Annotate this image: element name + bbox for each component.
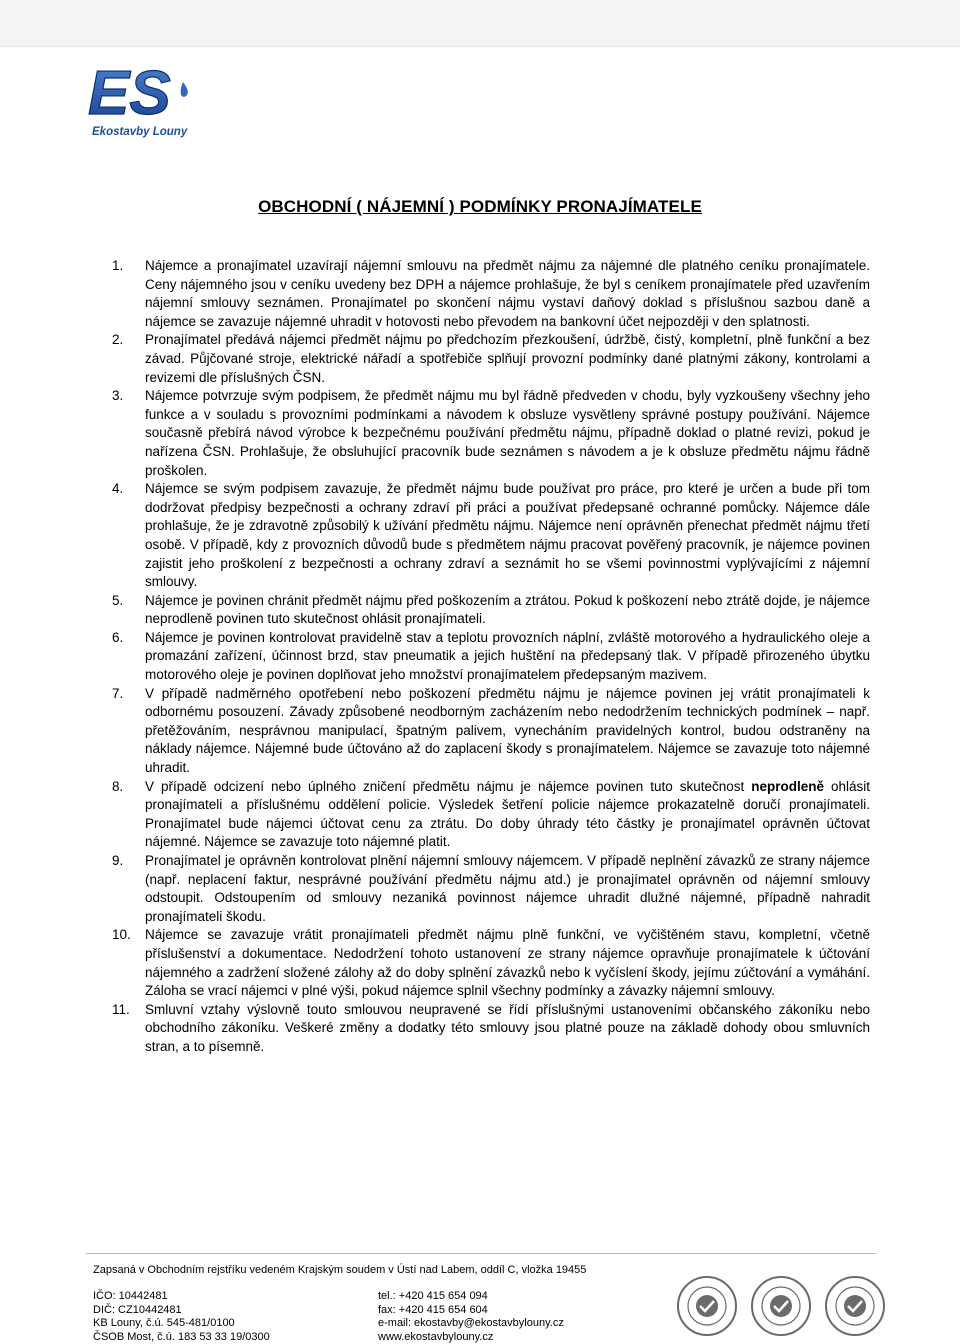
ohsas-18001-seal-icon <box>824 1275 886 1337</box>
term-text <box>145 779 870 850</box>
term-item <box>112 331 870 387</box>
term-text: V případě nadměrného opotřebení nebo poškození předmětu nájmu je nájemce povinen jej vrátit pronajímateli k odbornému posouzení. Závady způsobené neodborným zacházením nebo nedodržením technických podmínek – např. přetěžováním, nesprávnou manipulací, špatným palivem, vynecháním pravidelných kontrol, budou odstraněny na náklady nájemce. Nájemné bude účtováno až do zaplacení škody s pronajímatelem. Nájemce se zavazuje toto nájemné uhradit. <box>145 685 870 776</box>
company-id-line: DIČ: CZ10442481 <box>93 1303 182 1316</box>
term-item <box>112 629 870 685</box>
certification-seals <box>676 1275 886 1339</box>
term-text-end: ohlásit pronajímateli a příslušnému oddělení policie. Výsledek šetření policie nájemce prokazatelně doručí pronajímateli. Pronajímatel bude nájemci účtovat cenu za ztrátu. Do doby úhrady této částky je pronajímatel oprávněn účtovat nájemné. Nájemce se zavazuje toto nájemné platit. <box>145 778 870 850</box>
term-number: 7. <box>112 685 124 701</box>
term-item <box>112 1001 870 1057</box>
term-number: 8. <box>112 778 124 794</box>
term-item <box>112 926 870 1000</box>
footer-divider <box>86 1253 876 1254</box>
term-number: 6. <box>112 629 124 645</box>
email-link[interactable]: e-mail: ekostavby@ekostavbylouny.cz <box>378 1317 564 1330</box>
term-item <box>112 852 870 926</box>
document-title: OBCHODNÍ ( NÁJEMNÍ ) PODMÍNKY PRONAJÍMATELE <box>258 197 702 216</box>
term-text: Nájemce potvrzuje svým podpisem, že předmět nájmu mu byl řádně předveden v chodu, byly vyzkoušeny všechny jeho funkce a v souladu s provozními podmínkami a návodem k obsluze vysvětleny správné postupy používání. Nájemce současně přebírá návod výrobce k bezpečnému používání předmětu nájmu, případně doklad o platné revizi, pokud je nařízena ČSN. Prohlašuje, že obsluhující pracovník bude seznámen s návodem a je k obsluze předmětu nájmu řádně proškolen. <box>145 388 870 478</box>
bank-account-line: ČSOB Most, č.ú. 183 53 33 19/0300 <box>93 1330 270 1343</box>
svg-text:ES: ES <box>88 59 171 128</box>
term-text-start: V případě odcizení nebo úplného zničení předmětu nájmu je nájemce povinen tuto skutečnost <box>145 778 752 794</box>
term-number: 9. <box>112 853 124 868</box>
term-text: Smluvní vztahy výslovně touto smlouvou neupravené se řídí příslušnými ustanoveními občanského zákoníku nebo obchodního zákoníku. Veškeré změny a dodatky této smlouvy jsou platné pouze na základě dohody obou smluvních stran, a to písemně. <box>145 1001 870 1054</box>
term-item <box>112 387 870 480</box>
phone-line: tel.: +420 415 654 094 <box>378 1290 488 1302</box>
term-text: Nájemce a pronajímatel uzavírají nájemní smlouvu na předmět nájmu za nájemné dle platného ceníku pronajímatele. Ceny nájemného jsou v ceníku uvedeny bez DPH a nájemce prohlašuje, že byl s ceníkem pronajímatele před uzavřením nájemní smlouvy seznámen. Pronajímatel po skončení nájmu vystaví daňový doklad s příslušnou sazbou daně a nájemce se zavazuje nájemné uhradit v hotovosti nebo převodem na bankovní účet nejpozději v den splatnosti. <box>145 258 870 329</box>
term-item <box>112 480 870 592</box>
term-text: Pronajímatel je oprávněn kontrolovat plnění nájemní smlouvy nájemcem. V případě neplnění závazků ze strany nájemce (např. neplacení faktur, nesprávné používání předmětu nájmu atd.) je pronajímatel oprávněn od nájemní smlouvy odstoupit. Odstoupením od smlouvy nezaniká povinnost nájemce uhradit dlužné nájemné, případně nahradit pronajímateli škodu. <box>145 853 870 924</box>
svg-text:Ekostavby Louny: Ekostavby Louny <box>92 126 188 138</box>
term-number: 1. <box>112 258 124 273</box>
terms-list <box>112 257 870 1057</box>
fax-line: fax: +420 415 654 604 <box>378 1303 488 1316</box>
contact-info <box>378 1290 564 1344</box>
bank-account-line: KB Louny, č.ú. 545-481/0100 <box>93 1317 235 1330</box>
website-link[interactable]: www.ekostavbylouny.cz <box>378 1330 494 1343</box>
term-number: 4. <box>112 481 124 497</box>
term-number: 3. <box>112 388 124 404</box>
term-item <box>112 592 870 629</box>
company-logo <box>86 56 194 142</box>
term-emphasis: neprodleně <box>751 778 824 794</box>
registry-note: Zapsaná v Obchodním rejstříku vedeném Krajským soudem v Ústí nad Labem, oddíl C, vložka 19455 <box>93 1264 587 1276</box>
term-text: Pronajímatel předává nájemci předmět nájmu po předchozím přezkoušení, údržbě, čistý, kompletní, plně funkční a bez závad. Půjčované stroje, elektrické nářadí a spotřebiče splňují provozní podmínky dané platnými zákony, kontrolami a revizemi dle příslušných ČSN. <box>145 332 870 385</box>
company-id-line: IČO: 10442481 <box>93 1290 168 1302</box>
term-item <box>112 257 870 331</box>
term-number: 11. <box>112 1001 130 1017</box>
term-item <box>112 685 870 778</box>
term-text: Nájemce je povinen kontrolovat pravidelně stav a teplotu provozních náplní, zvláště motorového a hydraulického oleje a promazání zařízení, účinnost brzd, stav pneumatik a jejich huštění na předepsaný tlak. V případě přirozeného úbytku motorového oleje je povinen doplňovat jeho množství pronajímatelem předepsaným mazivem. <box>145 629 870 683</box>
company-ids <box>93 1290 270 1344</box>
term-text: Nájemce se svým podpisem zavazuje, že předmět nájmu bude používat pro práce, pro které je určen a bude při tom dodržovat předpisy bezpečnosti a ochrany zdraví při práci a používat předepsané ochranné pomůcky. Nájemce dále prohlašuje, že je zdravotně způsobilý k užívání předmětu nájmu. Nájemce není oprávněn přenechat předmět nájmu třetí osobě. V případě, kdy z provozních důvodů bude s předmětem nájmu pracovat pověřený pracovník, je nájemce povinen zajistit jeho proškolení z bezpečnosti a ochrany zdraví a seznámit ho se všemi povinnostmi vyplývajícími z nájemní smlouvy. <box>145 481 870 590</box>
term-number: 10. <box>112 927 131 943</box>
term-number: 5. <box>112 592 124 608</box>
term-item <box>112 778 870 852</box>
iso-9001-seal-icon <box>676 1275 738 1337</box>
term-number: 2. <box>112 332 124 348</box>
term-text: Nájemce se zavazuje vrátit pronajímateli předmět nájmu plně funkční, ve vyčištěném stavu, kompletní, včetně příslušenství a dokumentace. Nedodržení tohoto ustanovení ze strany nájemce opravňuje pronajímatele k účtování nájemného a zadržení složené zálohy až do doby splnění závazků nebo k vyčíslení škody, jejímu zúčtování a vymáhání. Záloha se vrací nájemci v plné výši, pokud nájemce splnil všechny podmínky a závazky nájemní smlouvy. <box>145 927 870 999</box>
iso-14001-seal-icon <box>750 1275 812 1337</box>
top-band <box>0 0 960 47</box>
term-text: Nájemce je povinen chránit předmět nájmu před poškozením a ztrátou. Pokud k poškození nebo ztrátě dojde, je nájemce neprodleně povinen tuto skutečnost ohlásit pronajímateli. <box>145 592 870 627</box>
